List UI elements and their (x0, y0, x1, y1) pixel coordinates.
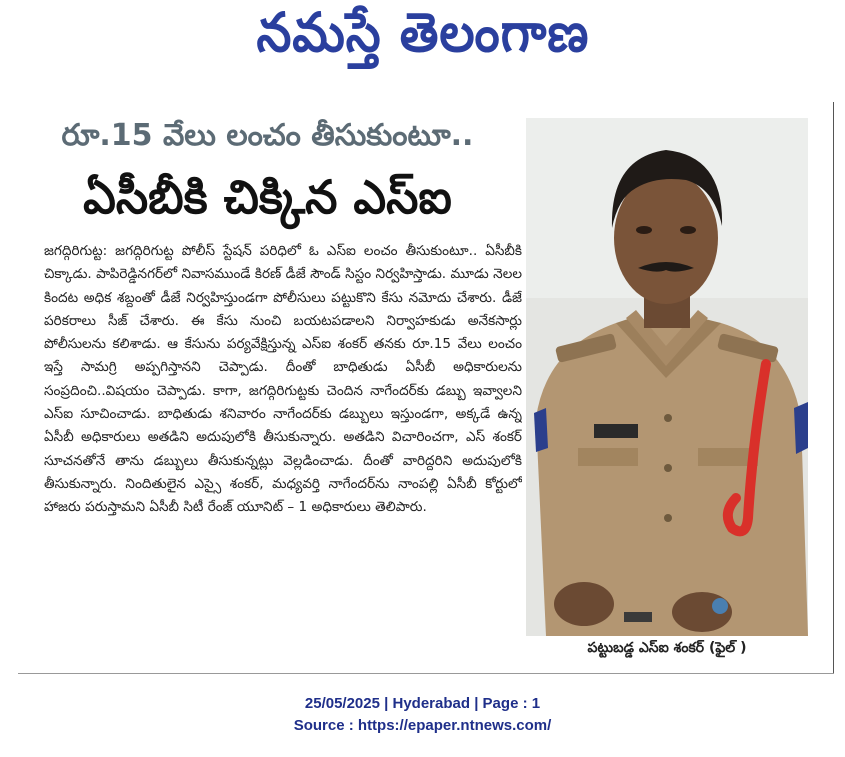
footer-date-edition: 25/05/2025 | Hyderabad | Page : 1 (304, 695, 541, 712)
article-kicker: రూ.15 వేలు లంచం తీసుకుంటూ.. (61, 118, 474, 153)
footer-source: Source : https://epaper.ntnews.com/ (293, 717, 552, 734)
article-body: జగద్గిరిగుట్ట: జగద్గిరిగుట్ట పోలీస్ స్టేషన్ పరిధిలో ఓ ఎస్‌ఐ లంచం తీసుకుంటూ.. ఏసీబీకి చిక్కాడు. పాపిరెడ్డినగర్‌లో నివాసముండే కిరణ్ డీజే సౌండ్ సిస్టం నిర్వహిస్తాడు. మూడు నెలల కిందట అధిక శబ్దంతో డీజే నిర్వహిస్తుండగా పోలీసులు పట్టుకొని కేసు నమోదు చేశారు. డీజే పరికరాలు సీజ్ చేశారు. ఈ కేసు నుంచి బయటపడాలని నిర్వాహకుడు అనేకసార్లు పోలీసులను కలిశాడు. ఆ కేసును పర్యవేక్షిస్తున్న ఎస్‌ఐ శంకర్ తనకు రూ.15 వేలు లంచం ఇస్తే సామగ్రి అప్పగిస్తానని చెప్పాడు. దీంతో బాధితుడు ఏసీబీ అధికారులను సంప్రదించి..విషయం చెప్పాడు. కాగా, జగద్గిరిగుట్టకు చెందిన నాగేందర్‌కు డబ్బు ఇవ్వాలని ఎస్‌ఐ సూచించాడు. బాధితుడు శనివారం నాగేందర్‌కు డబ్బులు ఇస్తుండగా, అక్కడే ఉన్న ఏసీబీ అధికారులు అతడిని అదుపులోకి తీసుకున్నారు. అతడిని విచారించగా, ఎస్ శంకర్ సూచనతోనే తాను డబ్బులు తీసుకున్నట్లు వెల్లడించాడు. దీంతో వారిద్దరిని అదుపులోకి తీసుకున్నారు. నిందితులైన ఎస్సై శంకర్, మధ్యవర్తి నాగేందర్‌ను నాంపల్లి ఏసీబీ కోర్టులో హాజరు పరుస్తామని ఏసీబీ సిటీ రేంజ్ యూనిట్ – 1 అధికారులు తెలిపారు. (44, 243, 522, 516)
photo-caption: పట్టుబడ్డ ఎస్‌ఐ శంకర్ (ఫైల్ ) (587, 640, 747, 656)
officer-portrait-illustration (526, 118, 808, 636)
page-footer (0, 693, 845, 737)
masthead (0, 0, 845, 78)
officer-photo (526, 118, 808, 636)
newspaper-name: నమస్తే తెలంగాణ (256, 0, 589, 64)
article-bottom-rule (18, 673, 834, 674)
article-headline: ఏసీబీకి చిక్కిన ఎస్‌ఐ (83, 170, 452, 224)
column-divider (833, 102, 834, 674)
